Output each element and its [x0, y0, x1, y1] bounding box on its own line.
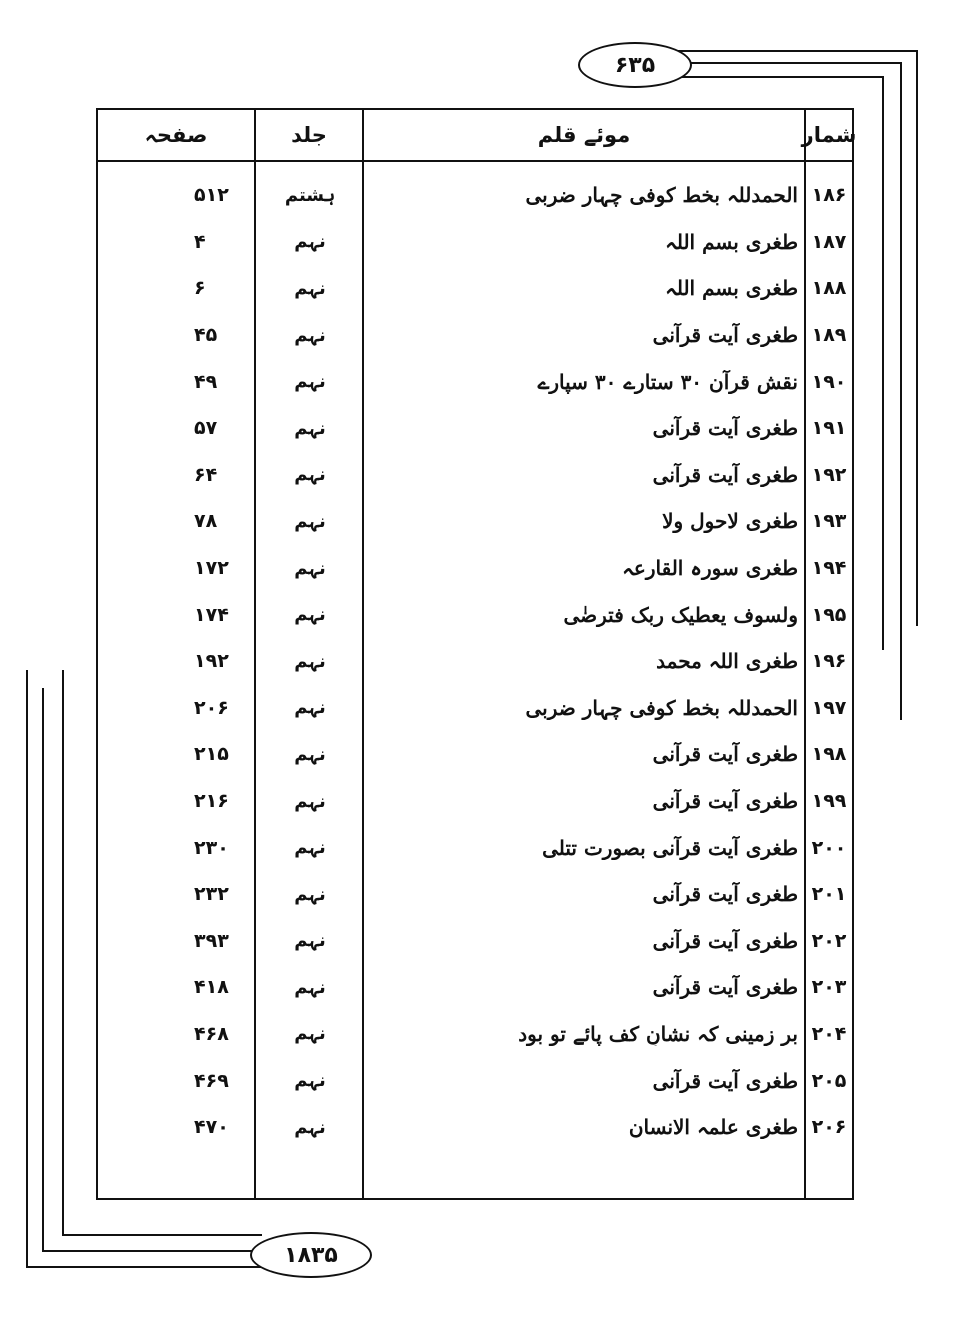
row-title: بر زمینی کہ نشانِ کف پائے تو بود — [518, 1021, 798, 1046]
row-serial: ۱۹۵ — [811, 603, 847, 626]
row-page: ۱۷۲ — [194, 557, 229, 580]
row-serial: ۲۰۰ — [811, 836, 847, 859]
table-row — [98, 591, 852, 638]
row-volume: نہم — [294, 324, 326, 346]
row-title: طغری آیت قرآنی — [652, 462, 798, 487]
table-row — [98, 1011, 852, 1058]
row-volume: نہم — [294, 790, 326, 812]
row-title: طغری آیت قرآنی — [652, 323, 798, 348]
row-volume: نہم — [294, 837, 326, 859]
row-page: ۷۸ — [194, 510, 218, 533]
row-page: ۲۳۰ — [194, 836, 229, 859]
row-title: طغری آیت قرآنی — [652, 742, 798, 767]
row-volume: نہم — [294, 464, 326, 486]
row-page: ۲۱۵ — [194, 743, 229, 766]
row-title: طغری بسم اللہ — [665, 276, 798, 301]
row-serial: ۲۰۶ — [811, 1116, 847, 1139]
row-volume: نہم — [294, 510, 326, 532]
table-row — [98, 778, 852, 825]
row-page: ۴۱۸ — [194, 976, 229, 999]
table-body — [98, 162, 852, 1198]
row-serial: ۲۰۱ — [811, 883, 847, 906]
table-row — [98, 1104, 852, 1151]
row-serial: ۱۹۱ — [811, 417, 847, 440]
row-page: ۲۰۶ — [194, 696, 229, 719]
frame-line — [26, 1266, 270, 1268]
table-row — [98, 964, 852, 1011]
index-table — [96, 108, 857, 1200]
frame-line — [670, 76, 884, 78]
table-row — [98, 685, 852, 732]
row-volume: نہم — [294, 697, 326, 719]
row-title: طغری آیت قرآنی بصورت تتلی — [542, 835, 798, 860]
row-title: طغری لاحول ولا — [662, 509, 798, 534]
row-volume: نہم — [294, 371, 326, 393]
row-title: طغری آیت قرآنی — [652, 1068, 798, 1093]
row-title: طغری آیت قرآنی — [652, 928, 798, 953]
table-row — [98, 265, 852, 312]
frame-line — [42, 1250, 268, 1252]
table-row — [98, 918, 852, 965]
row-title: ولسوف یعطیک ربک فترضٰی — [563, 602, 798, 627]
row-serial: ۲۰۳ — [811, 976, 847, 999]
row-volume: نہم — [294, 1070, 326, 1092]
row-page: ۴۵ — [194, 324, 218, 347]
table-header — [98, 110, 857, 162]
frame-line — [62, 1234, 262, 1236]
top-page-number: ۶۳۵ — [578, 42, 692, 88]
row-title: طغری اللہ محمد — [656, 649, 798, 674]
row-serial: ۱۹۷ — [811, 696, 847, 719]
row-volume: نہم — [294, 231, 326, 253]
row-volume: نہم — [294, 557, 326, 579]
frame-line — [26, 670, 28, 1268]
row-serial: ۱۹۸ — [811, 743, 847, 766]
row-volume: نہم — [294, 1116, 326, 1138]
row-volume: نہم — [294, 743, 326, 765]
frame-line — [882, 76, 884, 650]
row-volume: نہم — [294, 650, 326, 672]
frame-line — [62, 670, 64, 1236]
row-page: ۲۱۶ — [194, 790, 229, 813]
header-page: صفحہ — [98, 110, 256, 160]
row-serial: ۱۹۴ — [811, 557, 847, 580]
frame-line — [680, 62, 902, 64]
table-row — [98, 358, 852, 405]
row-page: ۴۹ — [194, 370, 218, 393]
row-title: طغری بسم اللہ — [665, 229, 798, 254]
table-row — [98, 1057, 852, 1104]
table-row — [98, 731, 852, 778]
row-page: ۱۷۴ — [194, 603, 229, 626]
row-page: ۶۴ — [194, 463, 218, 486]
frame-line — [900, 62, 902, 720]
row-serial: ۲۰۴ — [811, 1022, 847, 1045]
row-volume: نہم — [294, 277, 326, 299]
row-serial: ۱۸۹ — [811, 324, 847, 347]
row-page: ۴۶۸ — [194, 1022, 229, 1045]
frame-line — [916, 50, 918, 626]
row-volume: نہم — [294, 930, 326, 952]
row-serial: ۱۸۸ — [811, 277, 847, 300]
row-title: طغری آیت قرآنی — [652, 416, 798, 441]
row-serial: ۱۹۶ — [811, 650, 847, 673]
table-row — [98, 871, 852, 918]
row-page: ۱۹۲ — [194, 650, 229, 673]
row-title: طغری علمہ الانسان — [628, 1115, 798, 1140]
row-page: ۳۹۳ — [194, 929, 229, 952]
row-volume: نہم — [294, 976, 326, 998]
row-page: ۵۷ — [194, 417, 218, 440]
row-volume: ہشتم — [284, 184, 336, 206]
row-title: الحمدللہ بخط کوفی چہار ضربی — [525, 183, 798, 208]
row-page: ۵۱۲ — [194, 184, 229, 207]
bottom-page-number: ۱۸۳۵ — [250, 1232, 372, 1278]
table-row — [98, 172, 852, 219]
row-page: ۴۷۰ — [194, 1116, 229, 1139]
row-title: نقش قرآن ۳۰ ستارے ۳۰ سپارے — [537, 369, 798, 394]
header-serial: شمار — [801, 123, 857, 147]
table-row — [98, 219, 852, 266]
row-volume: نہم — [294, 604, 326, 626]
row-title: طغری آیت قرآنی — [652, 975, 798, 1000]
row-serial: ۲۰۲ — [811, 929, 847, 952]
row-serial: ۲۰۵ — [811, 1069, 847, 1092]
table-row — [98, 545, 852, 592]
table-row — [98, 824, 852, 871]
row-title: الحمدللہ بخط کوفی چہار ضربی — [525, 695, 798, 720]
frame-line — [668, 50, 918, 52]
row-title: طغری آیت قرآنی — [652, 882, 798, 907]
table-row — [98, 452, 852, 499]
table-row — [98, 405, 852, 452]
row-volume: نہم — [294, 1023, 326, 1045]
row-page: ۴ — [194, 230, 206, 253]
table-row — [98, 498, 852, 545]
row-page: ۲۳۲ — [194, 883, 229, 906]
table-row — [98, 312, 852, 359]
row-serial: ۱۹۹ — [811, 790, 847, 813]
row-page: ۴۶۹ — [194, 1069, 229, 1092]
row-serial: ۱۹۰ — [811, 370, 847, 393]
row-serial: ۱۸۶ — [811, 184, 847, 207]
row-serial: ۱۹۲ — [811, 463, 847, 486]
row-title: طغری آیت قرآنی — [652, 789, 798, 814]
row-title: طغری سورہ القارعہ — [622, 556, 798, 581]
row-volume: نہم — [294, 883, 326, 905]
table-row — [98, 638, 852, 685]
row-serial: ۱۸۷ — [811, 230, 847, 253]
frame-line — [42, 688, 44, 1252]
row-volume: نہم — [294, 417, 326, 439]
header-volume: جلد — [256, 110, 364, 160]
header-title: موئے قلم — [364, 110, 806, 160]
table-rows — [98, 172, 852, 1150]
row-page: ۶ — [194, 277, 206, 300]
row-serial: ۱۹۳ — [811, 510, 847, 533]
